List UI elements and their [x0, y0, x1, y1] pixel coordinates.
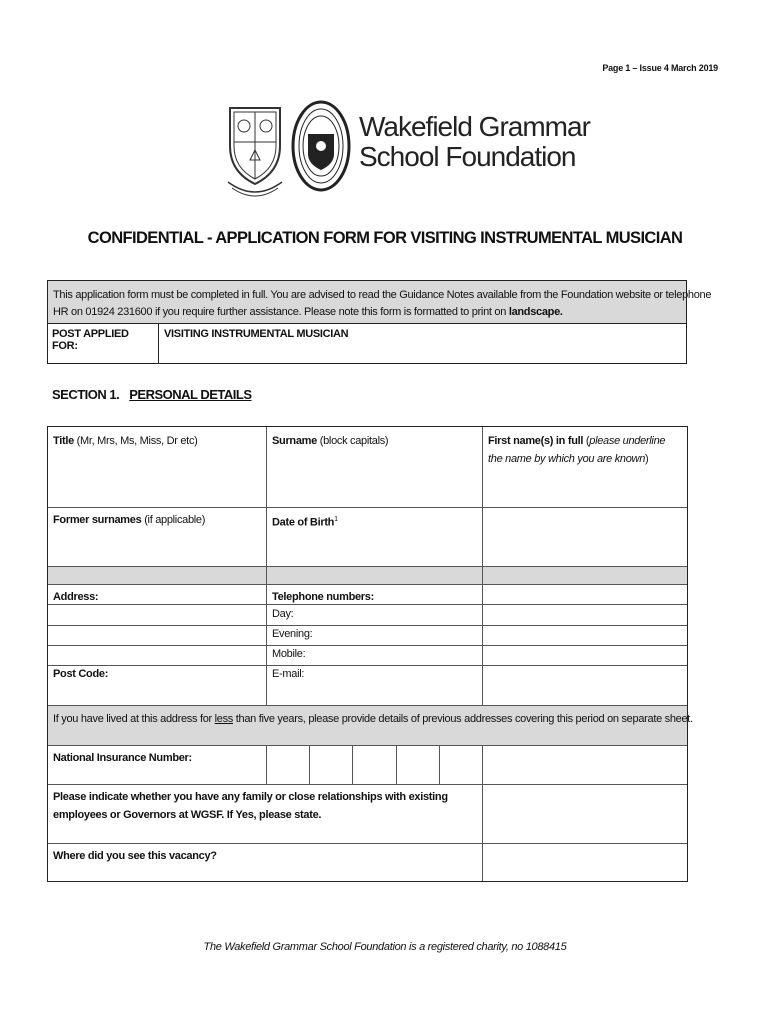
first-names-label: First name(s) in full [488, 435, 584, 447]
charity-footer: The Wakefield Grammar School Foundation is a registered charity, no 1088415 [203, 941, 567, 953]
telephone-mobile-label: Mobile: [272, 648, 306, 660]
intro-landscape-emphasis: landscape. [508, 306, 563, 318]
date-of-birth-label: Date of Birth [272, 516, 335, 529]
former-surnames-field[interactable] [48, 508, 266, 566]
foundation-name-line1: Wakefield Grammar [359, 111, 590, 142]
personal-details-table [47, 426, 693, 882]
form-title: CONFIDENTIAL - APPLICATION FORM FOR VISITING INSTRUMENTAL MUSICIAN [87, 229, 683, 247]
national-insurance-label: National Insurance Number: [53, 752, 192, 764]
first-names-hint-open: ( [583, 435, 590, 447]
school-crest-icon [224, 102, 286, 198]
vacancy-source-question: Where did you see this vacancy? [53, 850, 217, 862]
previous-address-text-end: than five years, please provide details of previous addresses covering this period on separate sheet. [233, 713, 693, 725]
telephone-day-label: Day: [272, 608, 294, 620]
telephone-evening-label: Evening: [272, 628, 313, 640]
post-applied-value[interactable]: VISITING INSTRUMENTAL MUSICIAN [164, 328, 349, 340]
page-issue-label: Page 1 – Issue 4 March 2019 [602, 63, 718, 73]
foundation-name [359, 112, 590, 172]
intro-line-1: This application form must be completed in full. You are advised to read the Guidance Notes available from the Foundation website or telephone [53, 289, 712, 301]
previous-address-text-start: If you have lived at this address for [53, 713, 215, 725]
title-field[interactable] [48, 429, 266, 507]
previous-address-notice [48, 706, 693, 731]
shaded-separator-row [48, 566, 687, 584]
post-applied-label: POST APPLIED FOR: [48, 324, 159, 363]
intro-text [48, 281, 712, 324]
foundation-name-line2: School Foundation [359, 141, 576, 172]
first-names-hint-close: ) [645, 453, 649, 465]
section-heading [52, 387, 252, 402]
foundation-seal-icon [290, 100, 352, 196]
address-label: Address: [53, 591, 99, 603]
surname-label: Surname [272, 435, 317, 447]
title-label: Title [53, 435, 74, 447]
first-names-field[interactable] [483, 429, 687, 507]
telephone-label: Telephone numbers: [272, 591, 374, 603]
intro-line-2 [53, 304, 681, 321]
section-number: SECTION 1. [52, 387, 120, 402]
intro-line-2-text: HR on 01924 231600 if you require further assistance. Please note this form is formatted to print on [53, 306, 509, 318]
email-label: E-mail: [272, 668, 305, 680]
former-surnames-hint: (if applicable) [141, 514, 206, 526]
date-of-birth-field[interactable] [267, 508, 482, 566]
postcode-label: Post Code: [53, 668, 109, 680]
intro-box [47, 280, 712, 364]
relationships-question: Please indicate whether you have any family or close relationships with existing employees or Governors at WGSF. If Yes, please state. [53, 791, 448, 821]
logo-area [224, 100, 590, 200]
section-title: PERSONAL DETAILS [129, 387, 252, 402]
surname-field[interactable] [267, 429, 482, 507]
title-hint: (Mr, Mrs, Ms, Miss, Dr etc) [73, 435, 198, 447]
previous-address-less: less [214, 713, 234, 725]
first-names-hint: please underline the name by which you are known [488, 435, 666, 465]
former-surnames-label: Former surnames [53, 514, 142, 526]
post-applied-row [48, 324, 686, 363]
date-of-birth-footnote: 1 [334, 516, 338, 523]
surname-hint: (block capitals) [316, 435, 389, 447]
